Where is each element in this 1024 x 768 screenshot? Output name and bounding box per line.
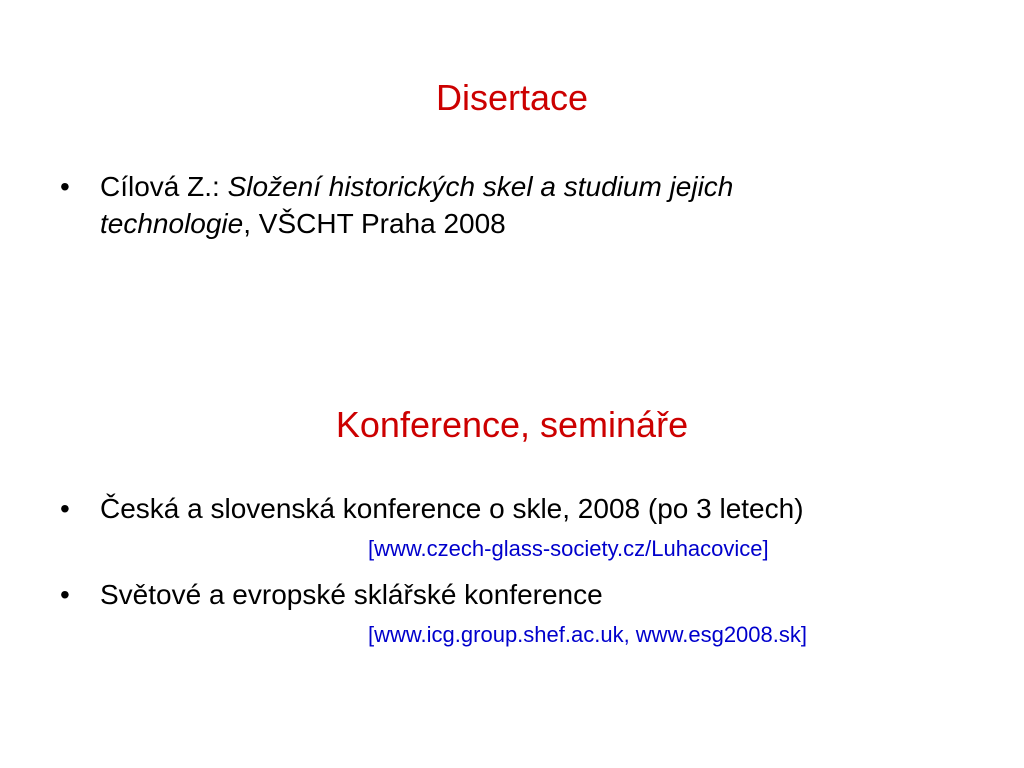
conference-2-link[interactable]: [www.icg.group.shef.ac.uk, www.esg2008.sk]: [368, 622, 807, 647]
conference-1-link[interactable]: [www.czech-glass-society.cz/Luhacovice]: [368, 536, 769, 561]
dissertation-title-part2: technologie: [100, 208, 244, 239]
bullet-dissertation: [60, 168, 920, 242]
heading-conferences: Konference, semináře: [335, 404, 689, 445]
bullet-conference-1: [60, 490, 980, 527]
bullet-dot-icon: •: [60, 171, 70, 202]
conference-2-text: Světové a evropské sklářské konference: [100, 579, 603, 610]
bullet-dot-icon: •: [60, 579, 70, 610]
bullet-conference-2: [60, 576, 980, 613]
dissertation-title-part1: Složení historických skel a studium jejich: [227, 171, 734, 202]
dissertation-line-1: [100, 168, 920, 205]
heading-dissertation: Disertace: [435, 77, 589, 118]
dissertation-line-2: [100, 205, 920, 242]
dissertation-suffix: , VŠCHT Praha 2008: [243, 208, 506, 239]
bullet-dot-icon: •: [60, 493, 70, 524]
dissertation-author: Cílová Z.:: [100, 171, 228, 202]
conference-1-text: Česká a slovenská konference o skle, 2008 (po 3 letech): [100, 493, 804, 524]
